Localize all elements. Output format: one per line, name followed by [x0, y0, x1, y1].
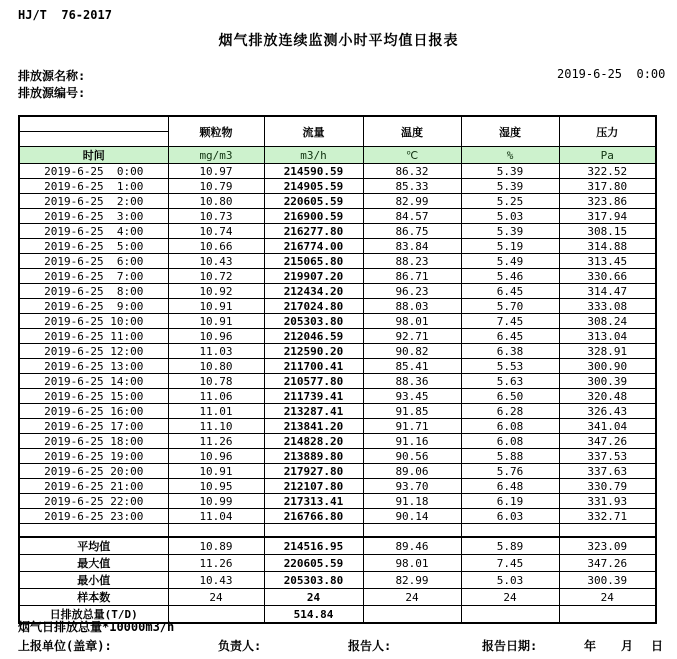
value-cell: 219907.20: [264, 269, 363, 284]
summary-value-cell: [559, 606, 656, 624]
year-label: 年: [584, 639, 597, 653]
summary-value-cell: 10.89: [168, 537, 264, 555]
value-cell: 91.18: [363, 494, 461, 509]
summary-value-cell: 5.89: [461, 537, 559, 555]
value-cell: 300.90: [559, 359, 656, 374]
value-cell: 92.71: [363, 329, 461, 344]
summary-label-cell: 最小值: [19, 572, 168, 589]
value-cell: 6.08: [461, 419, 559, 434]
summary-value-cell: 5.03: [461, 572, 559, 589]
time-header-split-bottom: [19, 132, 168, 147]
summary-value-cell: 24: [168, 589, 264, 606]
value-cell: 210577.80: [264, 374, 363, 389]
value-cell: 86.32: [363, 164, 461, 179]
value-cell: 10.96: [168, 329, 264, 344]
value-cell: 217313.41: [264, 494, 363, 509]
value-cell: 347.26: [559, 434, 656, 449]
value-cell: 88.23: [363, 254, 461, 269]
col-header-humidity: 湿度: [461, 116, 559, 147]
param-header-row: [19, 116, 656, 132]
value-cell: 90.56: [363, 449, 461, 464]
value-cell: 10.79: [168, 179, 264, 194]
value-cell: 85.33: [363, 179, 461, 194]
reporter-label: 报告人:: [348, 639, 392, 653]
spacer-cell: [559, 524, 656, 538]
value-cell: 215065.80: [264, 254, 363, 269]
table-row: [19, 479, 656, 494]
value-cell: 212434.20: [264, 284, 363, 299]
table-row: [19, 464, 656, 479]
spacer-cell: [168, 524, 264, 538]
time-cell: 2019-6-25 8:00: [19, 284, 168, 299]
value-cell: 10.78: [168, 374, 264, 389]
value-cell: 313.04: [559, 329, 656, 344]
time-cell: 2019-6-25 16:00: [19, 404, 168, 419]
summary-label-cell: 平均值: [19, 537, 168, 555]
spacer-section: [19, 524, 656, 538]
table-row: [19, 224, 656, 239]
value-cell: 6.38: [461, 344, 559, 359]
unit-pressure: Pa: [559, 147, 656, 164]
table-row: [19, 449, 656, 464]
value-cell: 10.95: [168, 479, 264, 494]
value-cell: 314.88: [559, 239, 656, 254]
page-title: 烟气排放连续监测小时平均值日报表: [218, 33, 459, 49]
summary-value-cell: 323.09: [559, 537, 656, 555]
report-datetime: 2019-6-25 0:00: [557, 67, 666, 81]
value-cell: 213841.20: [264, 419, 363, 434]
summary-value-cell: 347.26: [559, 555, 656, 572]
summary-value-cell: 98.01: [363, 555, 461, 572]
value-cell: 85.41: [363, 359, 461, 374]
summary-value-cell: 24: [461, 589, 559, 606]
value-cell: 11.01: [168, 404, 264, 419]
value-cell: 5.49: [461, 254, 559, 269]
time-cell: 2019-6-25 5:00: [19, 239, 168, 254]
summary-value-cell: 89.46: [363, 537, 461, 555]
value-cell: 308.24: [559, 314, 656, 329]
value-cell: 88.03: [363, 299, 461, 314]
summary-rows: [19, 537, 656, 623]
value-cell: 10.74: [168, 224, 264, 239]
value-cell: 91.85: [363, 404, 461, 419]
value-cell: 93.45: [363, 389, 461, 404]
value-cell: 5.88: [461, 449, 559, 464]
summary-row: [19, 589, 656, 606]
value-cell: 84.57: [363, 209, 461, 224]
col-header-flow: 流量: [264, 116, 363, 147]
summary-value-cell: 24: [559, 589, 656, 606]
time-cell: 2019-6-25 23:00: [19, 509, 168, 524]
value-cell: 86.75: [363, 224, 461, 239]
time-cell: 2019-6-25 1:00: [19, 179, 168, 194]
value-cell: 211700.41: [264, 359, 363, 374]
value-cell: 314.47: [559, 284, 656, 299]
value-cell: 88.36: [363, 374, 461, 389]
value-cell: 6.45: [461, 329, 559, 344]
value-cell: 6.50: [461, 389, 559, 404]
spacer-row: [19, 524, 656, 538]
value-cell: 341.04: [559, 419, 656, 434]
value-cell: 10.92: [168, 284, 264, 299]
value-cell: 5.39: [461, 164, 559, 179]
value-cell: 5.03: [461, 209, 559, 224]
value-cell: 90.14: [363, 509, 461, 524]
value-cell: 86.71: [363, 269, 461, 284]
value-cell: 326.43: [559, 404, 656, 419]
day-label: 日: [651, 639, 664, 653]
summary-value-cell: 514.84: [264, 606, 363, 624]
value-cell: 328.91: [559, 344, 656, 359]
time-cell: 2019-6-25 2:00: [19, 194, 168, 209]
value-cell: 5.76: [461, 464, 559, 479]
summary-value-cell: 11.26: [168, 555, 264, 572]
time-cell: 2019-6-25 4:00: [19, 224, 168, 239]
time-cell: 2019-6-25 9:00: [19, 299, 168, 314]
value-cell: 214590.59: [264, 164, 363, 179]
value-cell: 337.53: [559, 449, 656, 464]
value-cell: 220605.59: [264, 194, 363, 209]
unit-particulate: mg/m3: [168, 147, 264, 164]
time-header: 时间: [19, 147, 168, 164]
value-cell: 6.48: [461, 479, 559, 494]
summary-value-cell: 220605.59: [264, 555, 363, 572]
units-header-row: [19, 147, 656, 164]
value-cell: 331.93: [559, 494, 656, 509]
value-cell: 5.19: [461, 239, 559, 254]
value-cell: 330.79: [559, 479, 656, 494]
value-cell: 10.91: [168, 314, 264, 329]
value-cell: 11.26: [168, 434, 264, 449]
value-cell: 216900.59: [264, 209, 363, 224]
spacer-cell: [461, 524, 559, 538]
summary-label-cell: 最大值: [19, 555, 168, 572]
unit-flow: m3/h: [264, 147, 363, 164]
value-cell: 11.06: [168, 389, 264, 404]
value-cell: 91.71: [363, 419, 461, 434]
time-cell: 2019-6-25 10:00: [19, 314, 168, 329]
value-cell: 6.45: [461, 284, 559, 299]
summary-row: [19, 555, 656, 572]
signature-line: [0, 637, 677, 653]
unit-temperature: ℃: [363, 147, 461, 164]
total-emission-note: 烟气日排放总量*10000m3/h: [18, 620, 175, 634]
value-cell: 98.01: [363, 314, 461, 329]
value-cell: 212107.80: [264, 479, 363, 494]
table-row: [19, 269, 656, 284]
header-rows: [19, 116, 656, 164]
value-cell: 5.46: [461, 269, 559, 284]
value-cell: 333.08: [559, 299, 656, 314]
col-header-pressure: 压力: [559, 116, 656, 147]
summary-value-cell: 300.39: [559, 572, 656, 589]
value-cell: 83.84: [363, 239, 461, 254]
table-row: [19, 254, 656, 269]
value-cell: 10.73: [168, 209, 264, 224]
time-cell: 2019-6-25 14:00: [19, 374, 168, 389]
value-cell: 205303.80: [264, 314, 363, 329]
table-row: [19, 419, 656, 434]
value-cell: 216774.00: [264, 239, 363, 254]
value-cell: 212046.59: [264, 329, 363, 344]
hourly-average-table: [18, 115, 657, 624]
value-cell: 5.70: [461, 299, 559, 314]
table-row: [19, 284, 656, 299]
summary-value-cell: [461, 606, 559, 624]
report-date-label: 报告日期:: [482, 639, 538, 653]
value-cell: 10.91: [168, 464, 264, 479]
time-cell: 2019-6-25 6:00: [19, 254, 168, 269]
value-cell: 5.39: [461, 224, 559, 239]
time-header-split-top: [19, 116, 168, 132]
table-row: [19, 359, 656, 374]
value-cell: 93.70: [363, 479, 461, 494]
summary-label-cell: 样本数: [19, 589, 168, 606]
value-cell: 330.66: [559, 269, 656, 284]
value-cell: 332.71: [559, 509, 656, 524]
summary-value-cell: 10.43: [168, 572, 264, 589]
time-cell: 2019-6-25 12:00: [19, 344, 168, 359]
value-cell: 337.63: [559, 464, 656, 479]
emission-source-code-label: 排放源编号:: [18, 86, 86, 100]
value-cell: 11.04: [168, 509, 264, 524]
col-header-particulate: 颗粒物: [168, 116, 264, 147]
col-header-temperature: 温度: [363, 116, 461, 147]
value-cell: 320.48: [559, 389, 656, 404]
value-cell: 214905.59: [264, 179, 363, 194]
summary-label-cell: 日排放总量(T/D): [19, 606, 168, 624]
unit-humidity: %: [461, 147, 559, 164]
spacer-cell: [264, 524, 363, 538]
value-cell: 5.63: [461, 374, 559, 389]
time-cell: 2019-6-25 18:00: [19, 434, 168, 449]
table-row: [19, 299, 656, 314]
value-cell: 10.72: [168, 269, 264, 284]
summary-value-cell: 82.99: [363, 572, 461, 589]
table-row: [19, 179, 656, 194]
table-row: [19, 374, 656, 389]
value-cell: 308.15: [559, 224, 656, 239]
value-cell: 10.97: [168, 164, 264, 179]
emission-source-name-label: 排放源名称:: [18, 69, 86, 83]
time-cell: 2019-6-25 7:00: [19, 269, 168, 284]
summary-value-cell: 7.45: [461, 555, 559, 572]
table-row: [19, 239, 656, 254]
value-cell: 6.28: [461, 404, 559, 419]
summary-value-cell: 205303.80: [264, 572, 363, 589]
table-row: [19, 209, 656, 224]
summary-value-cell: 24: [264, 589, 363, 606]
value-cell: 11.10: [168, 419, 264, 434]
time-cell: 2019-6-25 20:00: [19, 464, 168, 479]
value-cell: 212590.20: [264, 344, 363, 359]
time-cell: 2019-6-25 3:00: [19, 209, 168, 224]
summary-value-cell: [168, 606, 264, 624]
spacer-cell: [19, 524, 168, 538]
value-cell: 317.80: [559, 179, 656, 194]
time-cell: 2019-6-25 22:00: [19, 494, 168, 509]
value-cell: 213889.80: [264, 449, 363, 464]
month-label: 月: [621, 639, 634, 653]
summary-value-cell: 24: [363, 589, 461, 606]
time-cell: 2019-6-25 0:00: [19, 164, 168, 179]
time-cell: 2019-6-25 15:00: [19, 389, 168, 404]
time-cell: 2019-6-25 11:00: [19, 329, 168, 344]
value-cell: 213287.41: [264, 404, 363, 419]
value-cell: 10.80: [168, 194, 264, 209]
value-cell: 322.52: [559, 164, 656, 179]
value-cell: 216277.80: [264, 224, 363, 239]
table-row: [19, 329, 656, 344]
time-cell: 2019-6-25 21:00: [19, 479, 168, 494]
table-row: [19, 194, 656, 209]
table-row: [19, 509, 656, 524]
value-cell: 214828.20: [264, 434, 363, 449]
value-cell: 5.39: [461, 179, 559, 194]
reporting-unit-label: 上报单位(盖章):: [18, 639, 112, 653]
value-cell: 313.45: [559, 254, 656, 269]
value-cell: 211739.41: [264, 389, 363, 404]
value-cell: 10.99: [168, 494, 264, 509]
summary-value-cell: 214516.95: [264, 537, 363, 555]
value-cell: 82.99: [363, 194, 461, 209]
table-row: [19, 434, 656, 449]
value-cell: 5.53: [461, 359, 559, 374]
value-cell: 10.91: [168, 299, 264, 314]
value-cell: 6.19: [461, 494, 559, 509]
summary-row: [19, 537, 656, 555]
time-cell: 2019-6-25 19:00: [19, 449, 168, 464]
value-cell: 10.66: [168, 239, 264, 254]
value-cell: 96.23: [363, 284, 461, 299]
value-cell: 10.43: [168, 254, 264, 269]
standard-number: HJ/T 76-2017: [18, 8, 112, 22]
summary-row: [19, 572, 656, 589]
value-cell: 216766.80: [264, 509, 363, 524]
value-cell: 300.39: [559, 374, 656, 389]
value-cell: 11.03: [168, 344, 264, 359]
responsible-person-label: 负责人:: [218, 639, 262, 653]
value-cell: 217024.80: [264, 299, 363, 314]
table-row: [19, 494, 656, 509]
summary-value-cell: [363, 606, 461, 624]
value-cell: 323.86: [559, 194, 656, 209]
table-row: [19, 404, 656, 419]
value-cell: 6.08: [461, 434, 559, 449]
value-cell: 6.03: [461, 509, 559, 524]
value-cell: 90.82: [363, 344, 461, 359]
value-cell: 91.16: [363, 434, 461, 449]
value-cell: 10.96: [168, 449, 264, 464]
value-cell: 217927.80: [264, 464, 363, 479]
data-rows: [19, 164, 656, 524]
value-cell: 89.06: [363, 464, 461, 479]
table-row: [19, 314, 656, 329]
time-cell: 2019-6-25 13:00: [19, 359, 168, 374]
value-cell: 7.45: [461, 314, 559, 329]
time-cell: 2019-6-25 17:00: [19, 419, 168, 434]
value-cell: 317.94: [559, 209, 656, 224]
value-cell: 5.25: [461, 194, 559, 209]
value-cell: 10.80: [168, 359, 264, 374]
table-row: [19, 344, 656, 359]
table-row: [19, 389, 656, 404]
spacer-cell: [363, 524, 461, 538]
table-row: [19, 164, 656, 179]
